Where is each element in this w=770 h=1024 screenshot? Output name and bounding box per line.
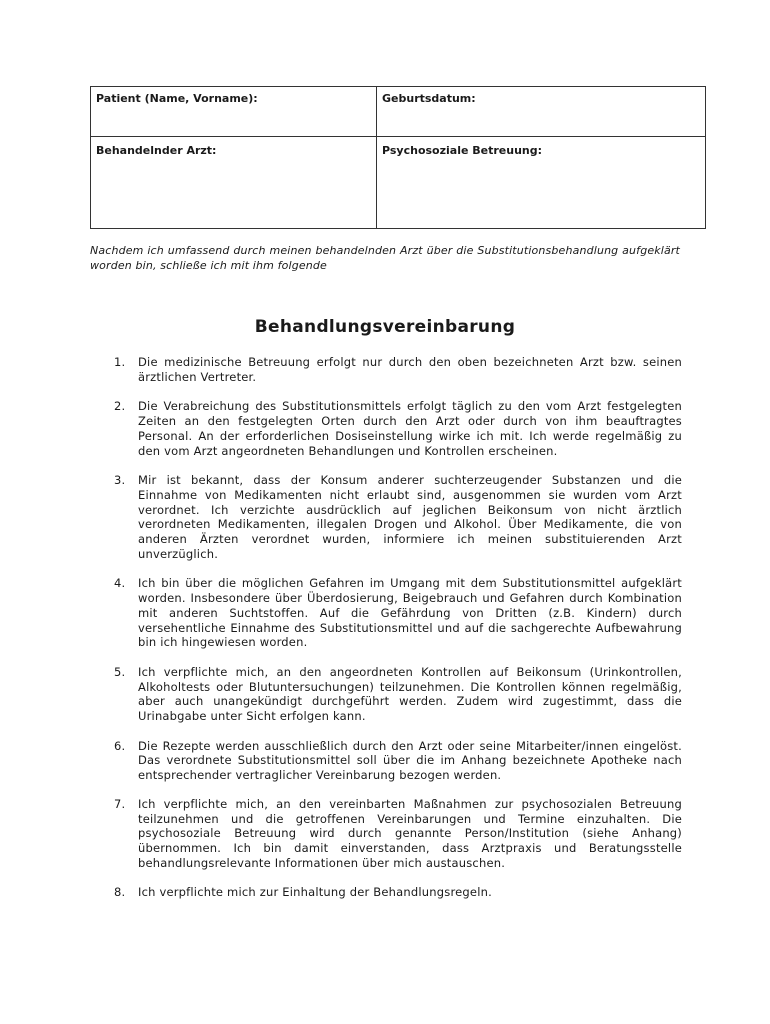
item-number: 3. xyxy=(114,473,126,488)
page-title: Behandlungsvereinbarung xyxy=(254,317,516,337)
item-text: Die Verabreichung des Substitutionsmittels erfolgt täglich zu den vom Arzt festgelegten Zeiten an den festgelegten Orten durch den Arzt oder durch von ihm beauftragtes Personal. An der erforderlichen Dosiseinstellung wirke ich mit. Ich werde regelmäßig zu den vom Arzt angeordneten Behandlungen und Kontrollen erscheinen. xyxy=(138,399,682,458)
item-number: 1. xyxy=(114,355,126,369)
patient-name-field[interactable] xyxy=(91,87,377,137)
item-text: Die medizinische Betreuung erfolgt nur durch den oben bezeichneten Arzt bzw. seinen ärztlichen Vertreter. xyxy=(138,355,682,384)
item-number: 5. xyxy=(114,664,126,679)
item-text: Mir ist bekannt, dass der Konsum anderer suchterzeugender Substanzen und die Einnahme von Medikamenten nicht erlaubt sind, ausgenommen sie wurden vom Arzt verordnet. Ich verzichte ausdrücklich auf jeglichen Beikonsum von nicht ärztlich verordneten Medikamenten, illegalen Drogen und Alkohol. Über Medikamente, die von anderen Ärzten verordnet wurden, informiere ich meinen substituierenden Arzt unverzüglich. xyxy=(138,473,682,561)
item-number: 6. xyxy=(114,738,126,753)
item-text: Die Rezepte werden ausschließlich durch den Arzt oder seine Mitarbeiter/innen eingelöst. Das verordnete Substitutionsmittel soll über die im Anhang bezeichnete Apotheke nach entsprechender vertraglicher Vereinbarung bezogen werden. xyxy=(138,738,682,783)
item-text: Ich verpflichte mich, an den angeordneten Kontrollen auf Beikonsum (Urinkontrollen, Alkoholtests oder Blutuntersuchungen) teilzunehmen. Die Kontrollen können regelmäßig, aber auch unangekündigt durchgeführt werden. Zudem wird zugestimmt, dass die Urinabgabe unter Sicht erfolgen kann. xyxy=(138,664,682,724)
treating-doctor-field[interactable] xyxy=(91,137,377,229)
item-number: 2. xyxy=(114,399,126,414)
list-item xyxy=(106,797,682,871)
psychosocial-care-field[interactable] xyxy=(377,137,706,229)
list-item xyxy=(106,355,682,384)
item-text: Ich bin über die möglichen Gefahren im Umgang mit dem Substitutionsmittel aufgeklärt worden. Insbesondere über Überdosierung, Beigebrauch und Gefahren durch Kombination mit anderen Suchtstoffen. Auf die Gefährdung von Dritten (z.B. Kindern) durch versehentliche Einnahme des Substitutionsmittel und auf die sachgerechte Aufbewahrung bin ich hingewiesen worden. xyxy=(138,576,682,650)
intro-paragraph: Nachdem ich umfassend durch meinen behandelnden Arzt über die Substitutionsbehandlung aufgeklärt worden bin, schließe ich mit ihm folgende xyxy=(90,244,680,272)
list-item xyxy=(106,885,682,900)
item-text: Ich verpflichte mich zur Einhaltung der Behandlungsregeln. xyxy=(138,885,492,900)
birthdate-field[interactable] xyxy=(377,87,706,137)
list-item xyxy=(106,576,682,650)
item-number: 8. xyxy=(114,885,126,900)
item-number: 4. xyxy=(114,576,126,591)
psychosocial-care-label: Psychosoziale Betreuung: xyxy=(382,144,543,157)
item-number: 7. xyxy=(114,796,126,811)
treating-doctor-label: Behandelnder Arzt: xyxy=(96,144,217,157)
item-text: Ich verpflichte mich, an den vereinbarten Maßnahmen zur psychosozialen Betreuung teilzunehmen und die getroffenen Vereinbarungen und Termine einzuhalten. Die psychosoziale Betreuung wird durch genannte Person/Institution (siehe Anhang) übernommen. Ich bin damit einverstanden, dass Arztpraxis und Beratungsstelle behandlungsrelevante Informationen über mich austauschen. xyxy=(138,796,682,870)
agreement-list xyxy=(106,355,682,915)
list-item xyxy=(106,473,682,561)
patient-name-label: Patient (Name, Vorname): xyxy=(96,92,258,105)
birthdate-label: Geburtsdatum: xyxy=(382,92,476,105)
patient-info-table xyxy=(90,86,706,229)
list-item xyxy=(106,399,682,458)
list-item xyxy=(106,739,682,783)
list-item xyxy=(106,665,682,724)
